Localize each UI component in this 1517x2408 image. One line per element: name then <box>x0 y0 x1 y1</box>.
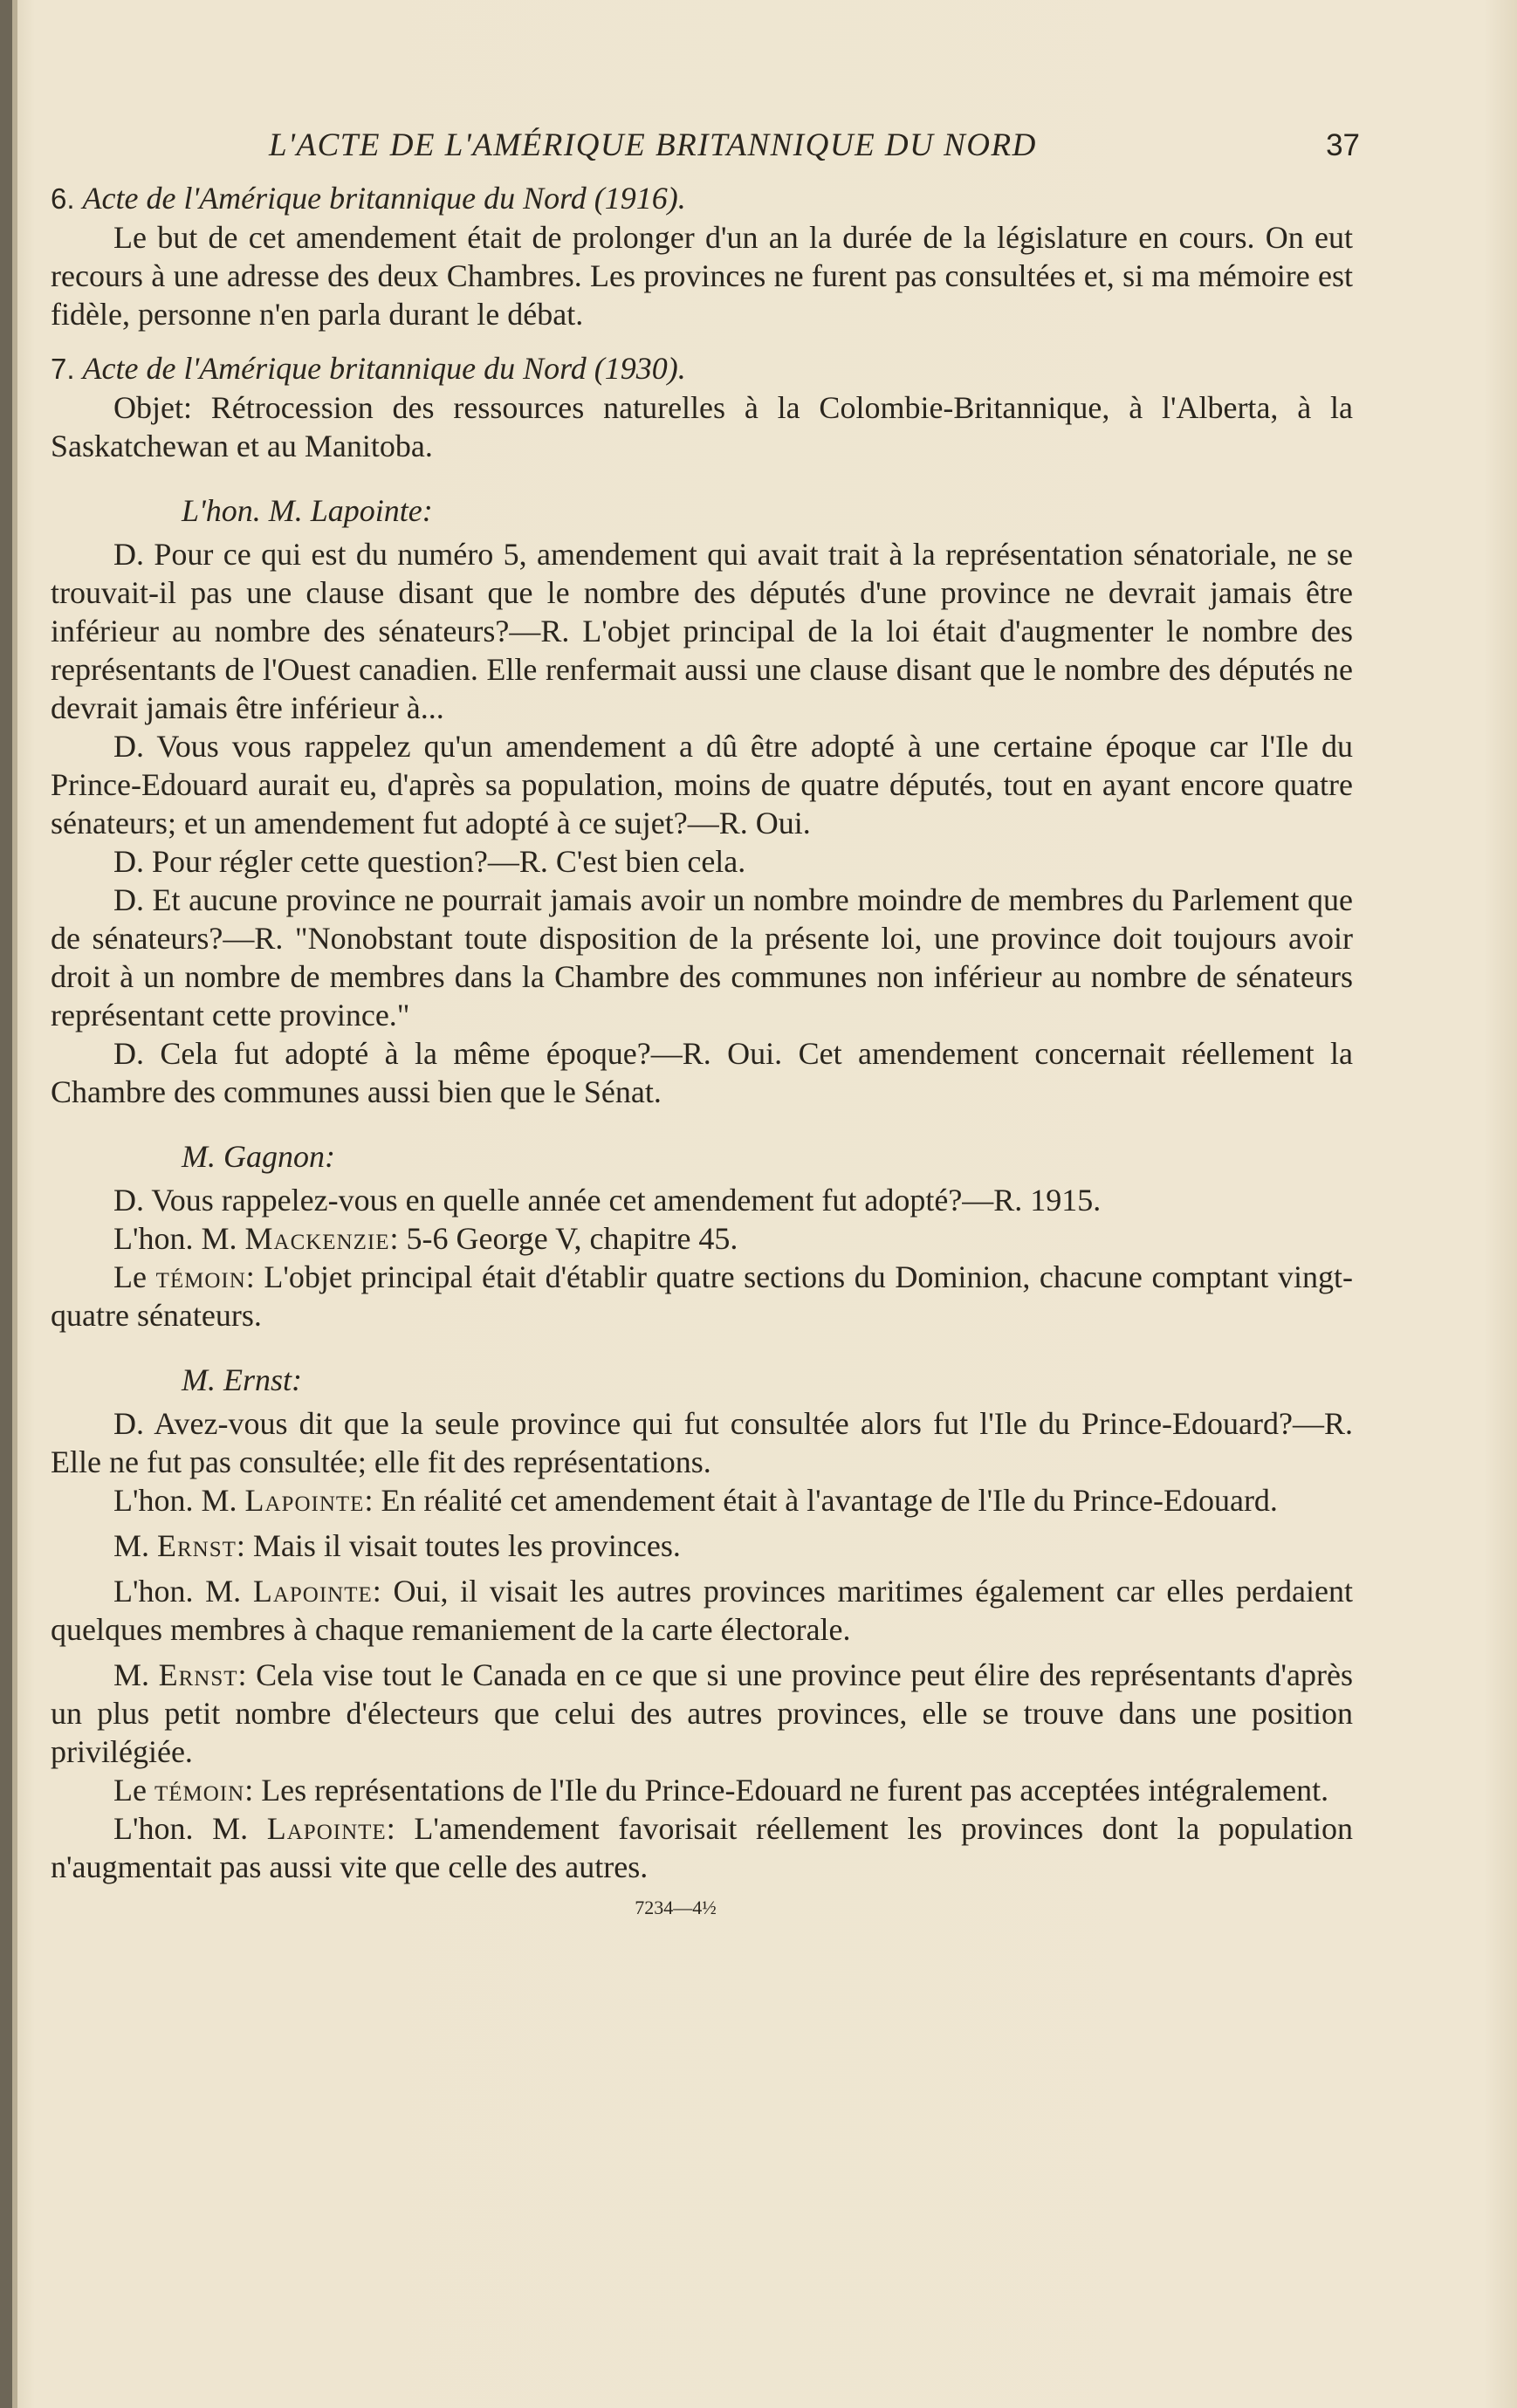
speaker-prefix: L'hon. M. <box>113 1221 245 1256</box>
running-head <box>51 127 1360 179</box>
paragraph: D. Et aucune province ne pourrait jamais avoir un nombre moindre de membres du Parlement que de sénateurs?—R. "Nonobstant toute disposition de la présente loi, une province doit toujours avoir droit à un nombre de membres dans la Chambre des communes non inférieur au nombre de sénateurs représentant cette province." <box>51 882 1353 1032</box>
speaker-name: témoin <box>155 1259 246 1294</box>
speaker-heading: M. Ernst: <box>182 1362 302 1397</box>
paragraph: D. Pour régler cette question?—R. C'est bien cela. <box>113 844 746 879</box>
speaker-prefix: Le <box>113 1259 156 1294</box>
page-content <box>51 127 1360 1919</box>
paragraph: Le but de cet amendement était de prolonger d'un an la durée de la législature en cours. On eut recours à une adresse des deux Chambres. Les provinces ne furent pas consultées et, si ma mémoire est fidèle, personne n'en parla durant le débat. <box>51 220 1353 332</box>
paragraph: D. Pour ce qui est du numéro 5, amendement qui avait trait à la représentation sénatoriale, ne se trouvait-il pas une clause disant que le nombre des députés d'une province ne devrait jamais être inférieur au nombre des sénateurs?—R. L'objet principal de la loi était d'augmenter le nombre des représentants de l'Ouest canadien. Elle renfermait aussi une clause disant que le nombre des députés ne devrait jamais être inférieur à... <box>51 537 1353 725</box>
paragraph <box>51 1771 1353 1809</box>
section-heading-6 <box>51 179 1353 218</box>
speech-text: : L'objet principal était d'établir quatre sections du Dominion, chacune comptant vingt-quatre sénateurs. <box>51 1259 1353 1333</box>
paragraph <box>51 1219 1353 1258</box>
paragraph: D. Vous rappelez-vous en quelle année cet amendement fut adopté?—R. 1915. <box>113 1183 1102 1218</box>
speaker-prefix: L'hon. M. <box>113 1483 245 1518</box>
section-title: Acte de l'Amérique britannique du Nord (1930). <box>82 351 686 386</box>
speech-text: : Les représentations de l'Ile du Prince-Edouard ne furent pas acceptées intégralement. <box>244 1773 1329 1808</box>
paragraph: D. Vous vous rappelez qu'un amendement a dû être adopté à une certaine époque car l'Ile du Prince-Edouard aurait eu, d'après sa population, moins de quatre députés, tout en ayant encore quatre sénateurs; et un amendement fut adopté à ce sujet?—R. Oui. <box>51 729 1353 840</box>
speaker-name: Ernst <box>158 1657 238 1692</box>
speaker-name: Ernst <box>157 1528 237 1563</box>
speaker-heading: L'hon. M. Lapointe: <box>182 493 433 528</box>
speech-text: : 5-6 George V, chapitre 45. <box>389 1221 738 1256</box>
speech-text: : Mais il visait toutes les provinces. <box>236 1528 681 1563</box>
speech-text: : L'amendement favorisait réellement les provinces dont la population n'augmentait pas aussi vite que celle des autres. <box>51 1811 1353 1884</box>
speaker-prefix: L'hon. M. <box>113 1574 253 1609</box>
speaker-prefix: M. <box>113 1657 159 1692</box>
paragraph <box>51 1656 1353 1771</box>
page-number: 37 <box>1326 128 1360 162</box>
section-title: Acte de l'Amérique britannique du Nord (1916). <box>82 181 686 216</box>
paragraph <box>51 1526 1353 1565</box>
paragraph: D. Avez-vous dit que la seule province qui fut consultée alors fut l'Ile du Prince-Edouard?—R. Elle ne fut pas consultée; elle fit des représentations. <box>51 1406 1353 1479</box>
page-shadow <box>12 0 17 2408</box>
speaker-name: Lapointe <box>266 1811 387 1846</box>
speaker-heading: M. Gagnon: <box>182 1139 335 1174</box>
section-number: 7. <box>51 353 75 385</box>
printer-signature: 7234—4½ <box>635 1897 717 1918</box>
section-heading-7 <box>51 349 1353 388</box>
paragraph: D. Cela fut adopté à la même époque?—R. Oui. Cet amendement concernait réellement la Chambre des communes aussi bien que le Sénat. <box>51 1036 1353 1109</box>
speech-text: : En réalité cet amendement était à l'avantage de l'Ile du Prince-Edouard. <box>364 1483 1278 1518</box>
speaker-prefix: Le <box>113 1773 154 1808</box>
speaker-name: Mackenzie <box>244 1221 390 1256</box>
speaker-prefix: M. <box>113 1528 158 1563</box>
paragraph <box>51 1258 1353 1334</box>
running-head-title: L'ACTE DE L'AMÉRIQUE BRITANNIQUE DU NORD <box>269 127 1037 163</box>
section-number: 6. <box>51 182 75 215</box>
speaker-name: témoin <box>154 1773 245 1808</box>
speech-text: : Oui, il visait les autres provinces maritimes également car elles perdaient quelques membres à chaque remaniement de la carte électorale. <box>51 1574 1353 1647</box>
paragraph <box>51 1481 1353 1520</box>
paragraph <box>51 1572 1353 1649</box>
speaker-prefix: L'hon. M. <box>113 1811 267 1846</box>
page-binding-edge <box>0 0 12 2408</box>
speech-text: : Cela vise tout le Canada en ce que si une province peut élire des représentants d'après un plus petit nombre d'électeurs que celui des autres provinces, elle se trouve dans une position privilégiée. <box>51 1657 1353 1769</box>
paragraph: Objet: Rétrocession des ressources naturelles à la Colombie-Britannique, à l'Alberta, à la Saskatchewan et au Manitoba. <box>51 390 1353 463</box>
speaker-name: Lapointe <box>244 1483 365 1518</box>
speaker-name: Lapointe <box>252 1574 373 1609</box>
paragraph <box>51 1809 1353 1886</box>
